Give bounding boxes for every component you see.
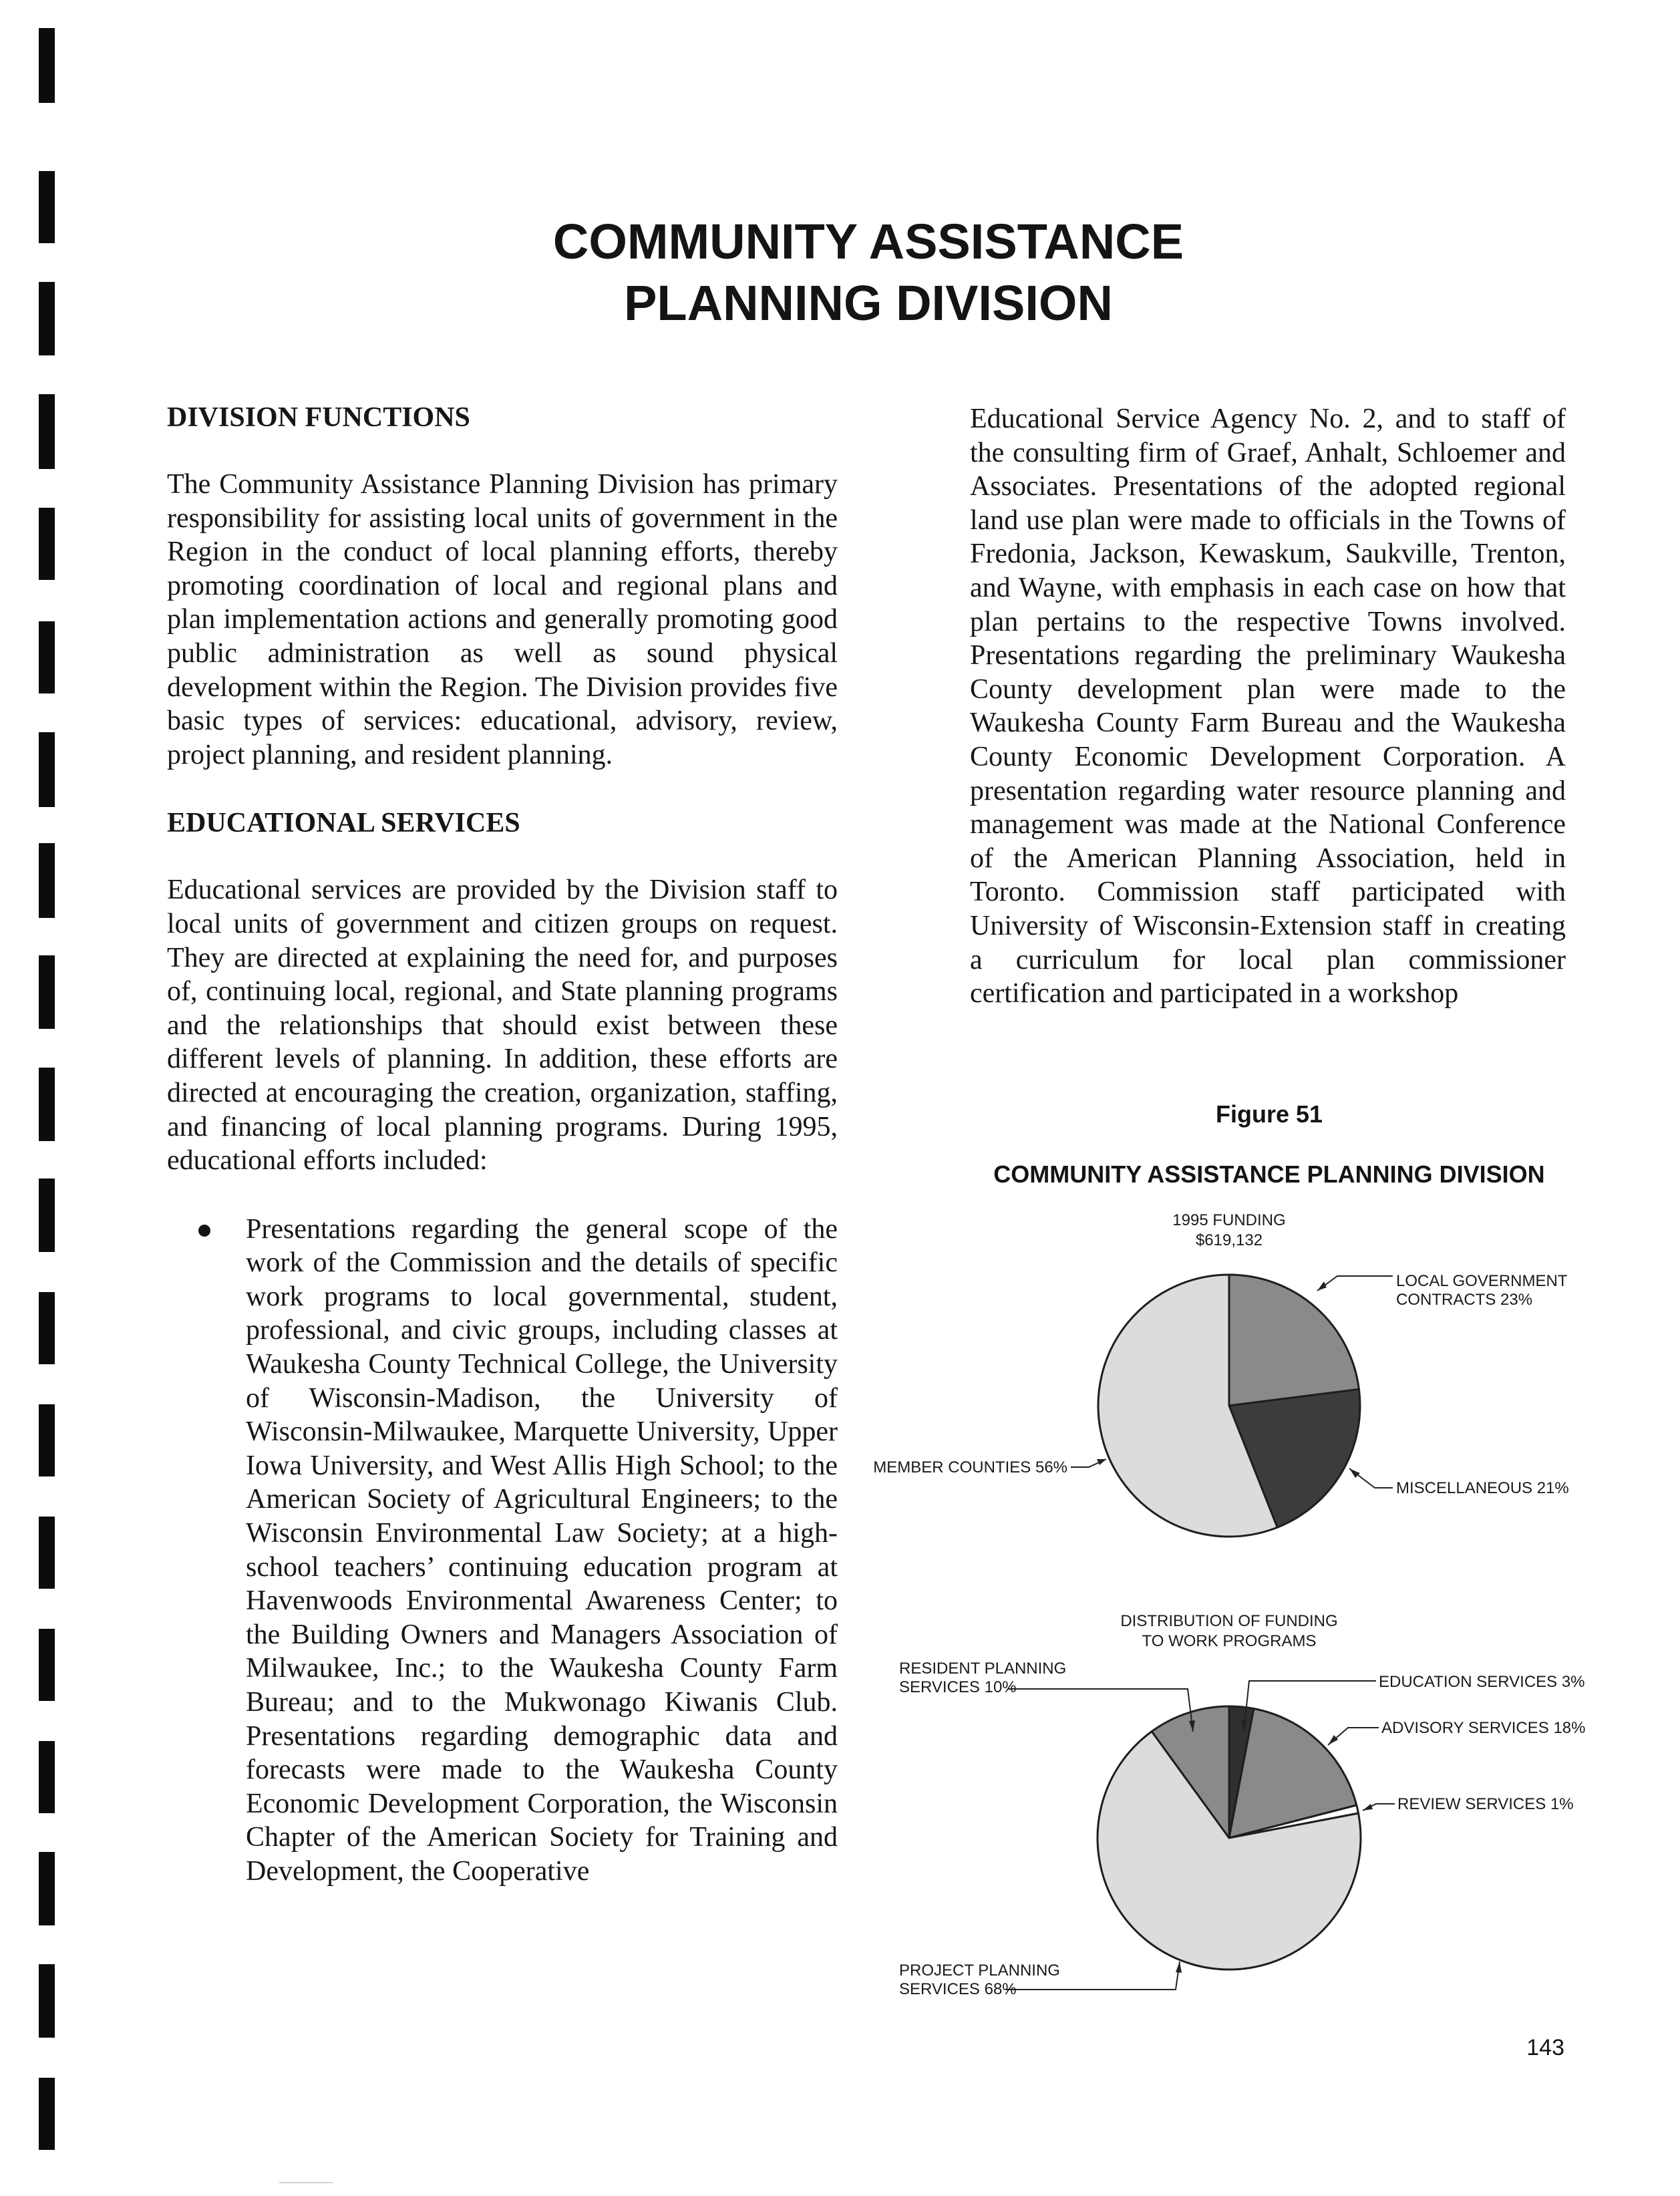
chart2-title: DISTRIBUTION OF FUNDING (1120, 1612, 1338, 1630)
educational-services-paragraph: Educational services are provided by the Division staff to local units of government and citizen groups on request. They are directed at explaining the need for, and purposes of, continuing local, regional, and State planning programs and the relationships that should exist between these different levels of planning. In addition, these efforts are directed at encouraging the creation, organization, staffing, and financing of local planning programs. During 1995, educational efforts included: (167, 875, 838, 1177)
figure-number: Figure 51 (1215, 1100, 1323, 1128)
pie-slice-local-government (1229, 1275, 1359, 1406)
educational-services-heading: EDUCATIONAL SERVICES (167, 808, 520, 839)
page-title-line1: COMMUNITY ASSISTANCE (552, 214, 1184, 269)
chart2-leader-arrow (1363, 1804, 1373, 1811)
chart2-label-education: EDUCATION SERVICES 3% (1379, 1673, 1585, 1691)
chart1-leader-arrow (1097, 1459, 1106, 1465)
chart2-label-resident-pct: SERVICES 10% (899, 1678, 1017, 1696)
page-title-line2: PLANNING DIVISION (624, 275, 1113, 331)
chart1-label-local-government-pct: CONTRACTS 23% (1396, 1291, 1533, 1309)
list-item-text: Presentations regarding the general scope of the work of the Commission and the details of specific work programs to local governmental, student, professional, and civic groups, including classes at Waukesha County Technical College, the University of Wisconsin-Madison, the University of Wisconsin-Milwaukee, Marquette University, Upper Iowa University, and West Allis High School; to the American Society of Agricultural Engineers; to the Wisconsin Environmental Law Society; at a high-school teachers’ continuing education program at Havenwoods Environmental Awareness Center; to the Building Owners and Managers Association of Milwaukee, Inc.; to the Waukesha County Farm Bureau; and to the Mukwonago Kiwanis Club. Presentations regarding demographic data and forecasts were made to the Waukesha County Economic Development Corporation, the Wisconsin Chapter of the American Society for Training and Development, the Cooperative (246, 1213, 838, 1887)
footer-rule (279, 2182, 333, 2183)
chart1-label-local-government: LOCAL GOVERNMENT (1396, 1272, 1568, 1290)
chart1-leader-arrow (1317, 1281, 1327, 1291)
page-number: 143 (1526, 2035, 1564, 2060)
chart1-leader-arrow (1349, 1468, 1360, 1478)
chart1-subtitle: $619,132 (1195, 1231, 1263, 1249)
chart1-title: 1995 FUNDING (1172, 1211, 1286, 1229)
chart1-label-member-counties: MEMBER COUNTIES 56% (873, 1458, 1067, 1476)
chart2-label-resident: RESIDENT PLANNING (899, 1660, 1067, 1678)
chart2-leader-arrow (1328, 1735, 1338, 1745)
chart2-label-project-pct: SERVICES 68% (899, 1980, 1017, 1998)
chart1-leader-line (1317, 1276, 1393, 1291)
chart1-label-miscellaneous: MISCELLANEOUS 21% (1396, 1479, 1569, 1497)
division-functions-heading: DIVISION FUNCTIONS (167, 402, 470, 433)
chart2-label-advisory: ADVISORY SERVICES 18% (1381, 1719, 1586, 1737)
division-functions-paragraph: The Community Assistance Planning Division has primary responsibility for assisting local units of government in the Region in the conduct of local planning efforts, thereby promoting coordination of local and regional plans and plan implementation actions and generally promoting good public administration as well as sound physical development within the Region. The Division provides five basic types of services: educational, advisory, review, project planning, and resident planning. (167, 469, 838, 770)
chart2-label-project: PROJECT PLANNING (899, 1962, 1060, 1980)
figure-title: COMMUNITY ASSISTANCE PLANNING DIVISION (993, 1160, 1545, 1188)
chart2-pie (1098, 1706, 1361, 1970)
chart2-label-review: REVIEW SERVICES 1% (1397, 1795, 1574, 1813)
right-column-paragraph: Educational Service Agency No. 2, and to staff of the consulting firm of Graef, Anhalt, Schloemer and Associates. Presentations of the adopted regional land use plan were made to officials in the Towns of Fredonia, Jackson, Kewaskum, Saukville, Trenton, and Wayne, with emphasis in each case on how that plan pertains to the respective Towns involved. Presentations regarding the preliminary Waukesha County development plan were made to the Waukesha County Farm Bureau and the Waukesha County Economic Development Corporation. A presentation regarding water resource planning and management was made at the National Conference of the American Planning Association, held in Toronto. Commission staff participated with University of Wisconsin-Extension staff in creating a curriculum for local plan commissioner certification and participated in a workshop (970, 404, 1566, 1009)
chart2-leader-arrow (1176, 1962, 1182, 1973)
chart2-leader-line (1328, 1728, 1379, 1745)
chart2-subtitle: TO WORK PROGRAMS (1142, 1632, 1317, 1650)
chart1-pie (1098, 1275, 1360, 1537)
